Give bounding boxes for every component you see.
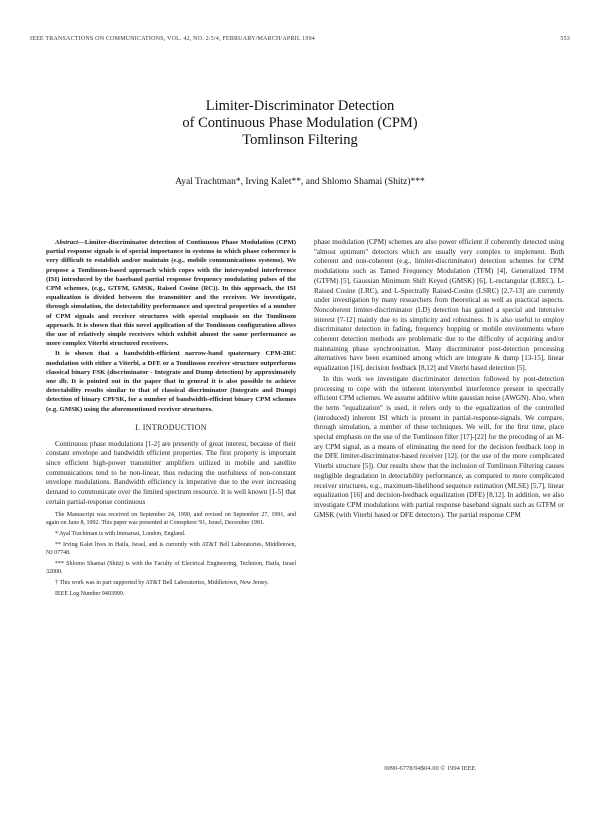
- footnote-log-number: IEEE Log Number 9403999.: [55, 590, 125, 597]
- section-heading: I. INTRODUCTION: [135, 422, 207, 432]
- right-column: [314, 238, 564, 521]
- page-number: 553: [560, 36, 570, 42]
- footnote-support: † This work was in part supported by AT&T Bell Laboratories, Middletown, New Jersey.: [55, 579, 269, 586]
- footnote-received: The Manuscript was received on September 24, 1990, and revised on September 27, 1991, and again on June 8, 1992. This paper was presented at Comsphere '91, Israel, December 1991.: [46, 512, 296, 527]
- footnote-author-2: ** Irving Kalet lives in Haifa, Israel, and is currently with AT&T Bell Laboratories, Middletown, NJ 07748.: [46, 542, 296, 557]
- footnote-author-3: *** Shlomo Shamai (Shitz) is with the Faculty of Electrical Engineering, Technion, Haifa, Israel 32000.: [46, 561, 296, 575]
- intro-paragraph: Continuous phase modulations [1-2] are presently of great interest, because of their constant envelope and bandwidth efficient properties. The first property is important since efficient high-power transmitter amplifiers utilized in mobile and satellite communications tend to be non-linear, thus reducing the usefulness of non-constant envelope modulations. Bandwidth efficiency is imperative due to the ever increasing demand to communicate over the limited spectrum resource. It is well known [1-5] that certain partial-response continuous: [46, 439, 296, 506]
- footnotes: [46, 512, 296, 598]
- abstract-text-1: —Limiter-discriminator detection of Continuous Phase Modulation (CPM) partial response signals is of special importance in systems in which phase coherence is very difficult to establish and/or maintain (e.g., mobile communications systems). We propose a Tomlinson-based approach which copes with the intersymbol interference (ISI) introduced by the baseband partial response frequency modulating pulses of the CPM schemes, (e.g., GTFM, GMSK, Raised Cosine (RC)). In this approach, the ISI equalization is divided between the transmitter and the receiver. We investigate, through simulation, the detectability performance and spectral properties of a number of CPM signals and receiver structures with special emphasis on the Tomlinson approach. It is shown that this novel application of the Tomlinson configuration allows the use of relatively simple receivers which exhibit almost the same performance as more complex Viterbi structured receivers.: [46, 239, 296, 348]
- paper-title: [0, 98, 600, 149]
- abstract-lead: Abstract: [55, 239, 79, 246]
- copyright-code: 0090-6778/94$04.00 © 1994 IEEE: [384, 765, 476, 772]
- author-list: Ayal Trachtman*, Irving Kalet**, and Shlomo Shamai (Shitz)***: [175, 177, 425, 187]
- title-line-2: of Continuous Phase Modulation (CPM): [182, 115, 418, 131]
- right-paragraph-1: phase modulation (CPM) schemes are also power efficient if coherently detected using "almost optimum" detectors which are usually very complex to implement. Both coherent and non-coherent (e.g., limiter-discriminator) detection schemes for CPM modulations such as Tamed Frequency Modulation (TFM) [4], Generalized TFM (GTFM) [5], Gaussian Minimum Shift Keyed (GMSK) [6], L-rectangular (LREC), L-Raised Cosine (LRC), and L-Spectrally Raised-Cosine (LSRC) [2,7-13] are currently under investigation by many researchers from theoretical as well as practical aspects. Noncoherent limiter-discriminator (LD) detection has gained a special and intensive interest [7-12] mainly due to its simplicity and robustness. It is also useful to employ discriminator detection in fading, frequency hopping or mobile environments where coherent detection methods are problematic due to the difficulty of acquiring and/or maintaining phase synchronization. Many discriminator post-detection processing alternatives have been examined among which are integrate & dump [13-15], linear equalization [16], decision feedback [8,12] and Viterbi based detection [5].: [314, 238, 564, 373]
- abstract-paragraph-2: It is shown that a bandwidth-efficient narrow-band quaternary CPM-2RC modulation with either a Viterbi, a DFE or a Tomlinson receiver structure outperforms classical binary FSK (discriminator - Integrate and Dump detection) by approximately one db. It is pointed out in the paper that in general it is also possible to achieve detectability results similar to that of classical discriminator (Integrate and Dump) detection of binary CPFSK, for a number of bandwidth-efficient binary CPM schemes (e.g. GMSK) using the aforementioned receiver structures.: [46, 350, 296, 413]
- abstract-paragraph-1: [46, 238, 296, 348]
- footnote-author-1: * Ayal Trachtman is with Immarsat, London, England.: [55, 531, 186, 538]
- running-head: [30, 36, 570, 42]
- title-line-1: Limiter-Discriminator Detection: [205, 98, 395, 114]
- journal-header: IEEE TRANSACTIONS ON COMMUNICATIONS, VOL. 42, NO. 2/3/4, FEBRUARY/MARCH/APRIL 1994: [30, 36, 315, 42]
- title-line-3: Tomlinson Filtering: [242, 132, 358, 148]
- left-column: [46, 238, 296, 602]
- abstract: [46, 238, 296, 414]
- right-paragraph-2: In this work we investigate discriminator detection followed by post-detection processing to cope with the inherent intersymbol interference present in spectrally efficient CPM schemes. We assume additive white gaussian noise (AWGN). Also, when the term "equalization" is used, it refers only to the equalization of the controlled (introduced) inherent ISI which is present in partial-response-signals. We compare, through simulation, a number of these techniques. We will, for the first time, place special emphasis on the use of the Tomlinson filter [17]-[22] for the precoding of an M-ary CPM signal, as a means of eliminating the need for the decision feedback loop in the DFE limiter-discriminator-based receiver [12]. (or the use of the more complicated Viterbi structure [5]). Our results show that the inclusion of Tomlinson Filtering causes negligible degradation in detectability performance, as compared to more complicated receiver structures, e.g., maximum-likelihood sequence estimation (MLSE) [5,7], linear equalization [16] and decision-feedback equalization (DFE) [8,12]. In addition, we also investigate CPM modulations with partial response baseband signals such as GTFM or GMSK (with Viterbi based or DFE detectors). The partial response CPM: [314, 374, 564, 519]
